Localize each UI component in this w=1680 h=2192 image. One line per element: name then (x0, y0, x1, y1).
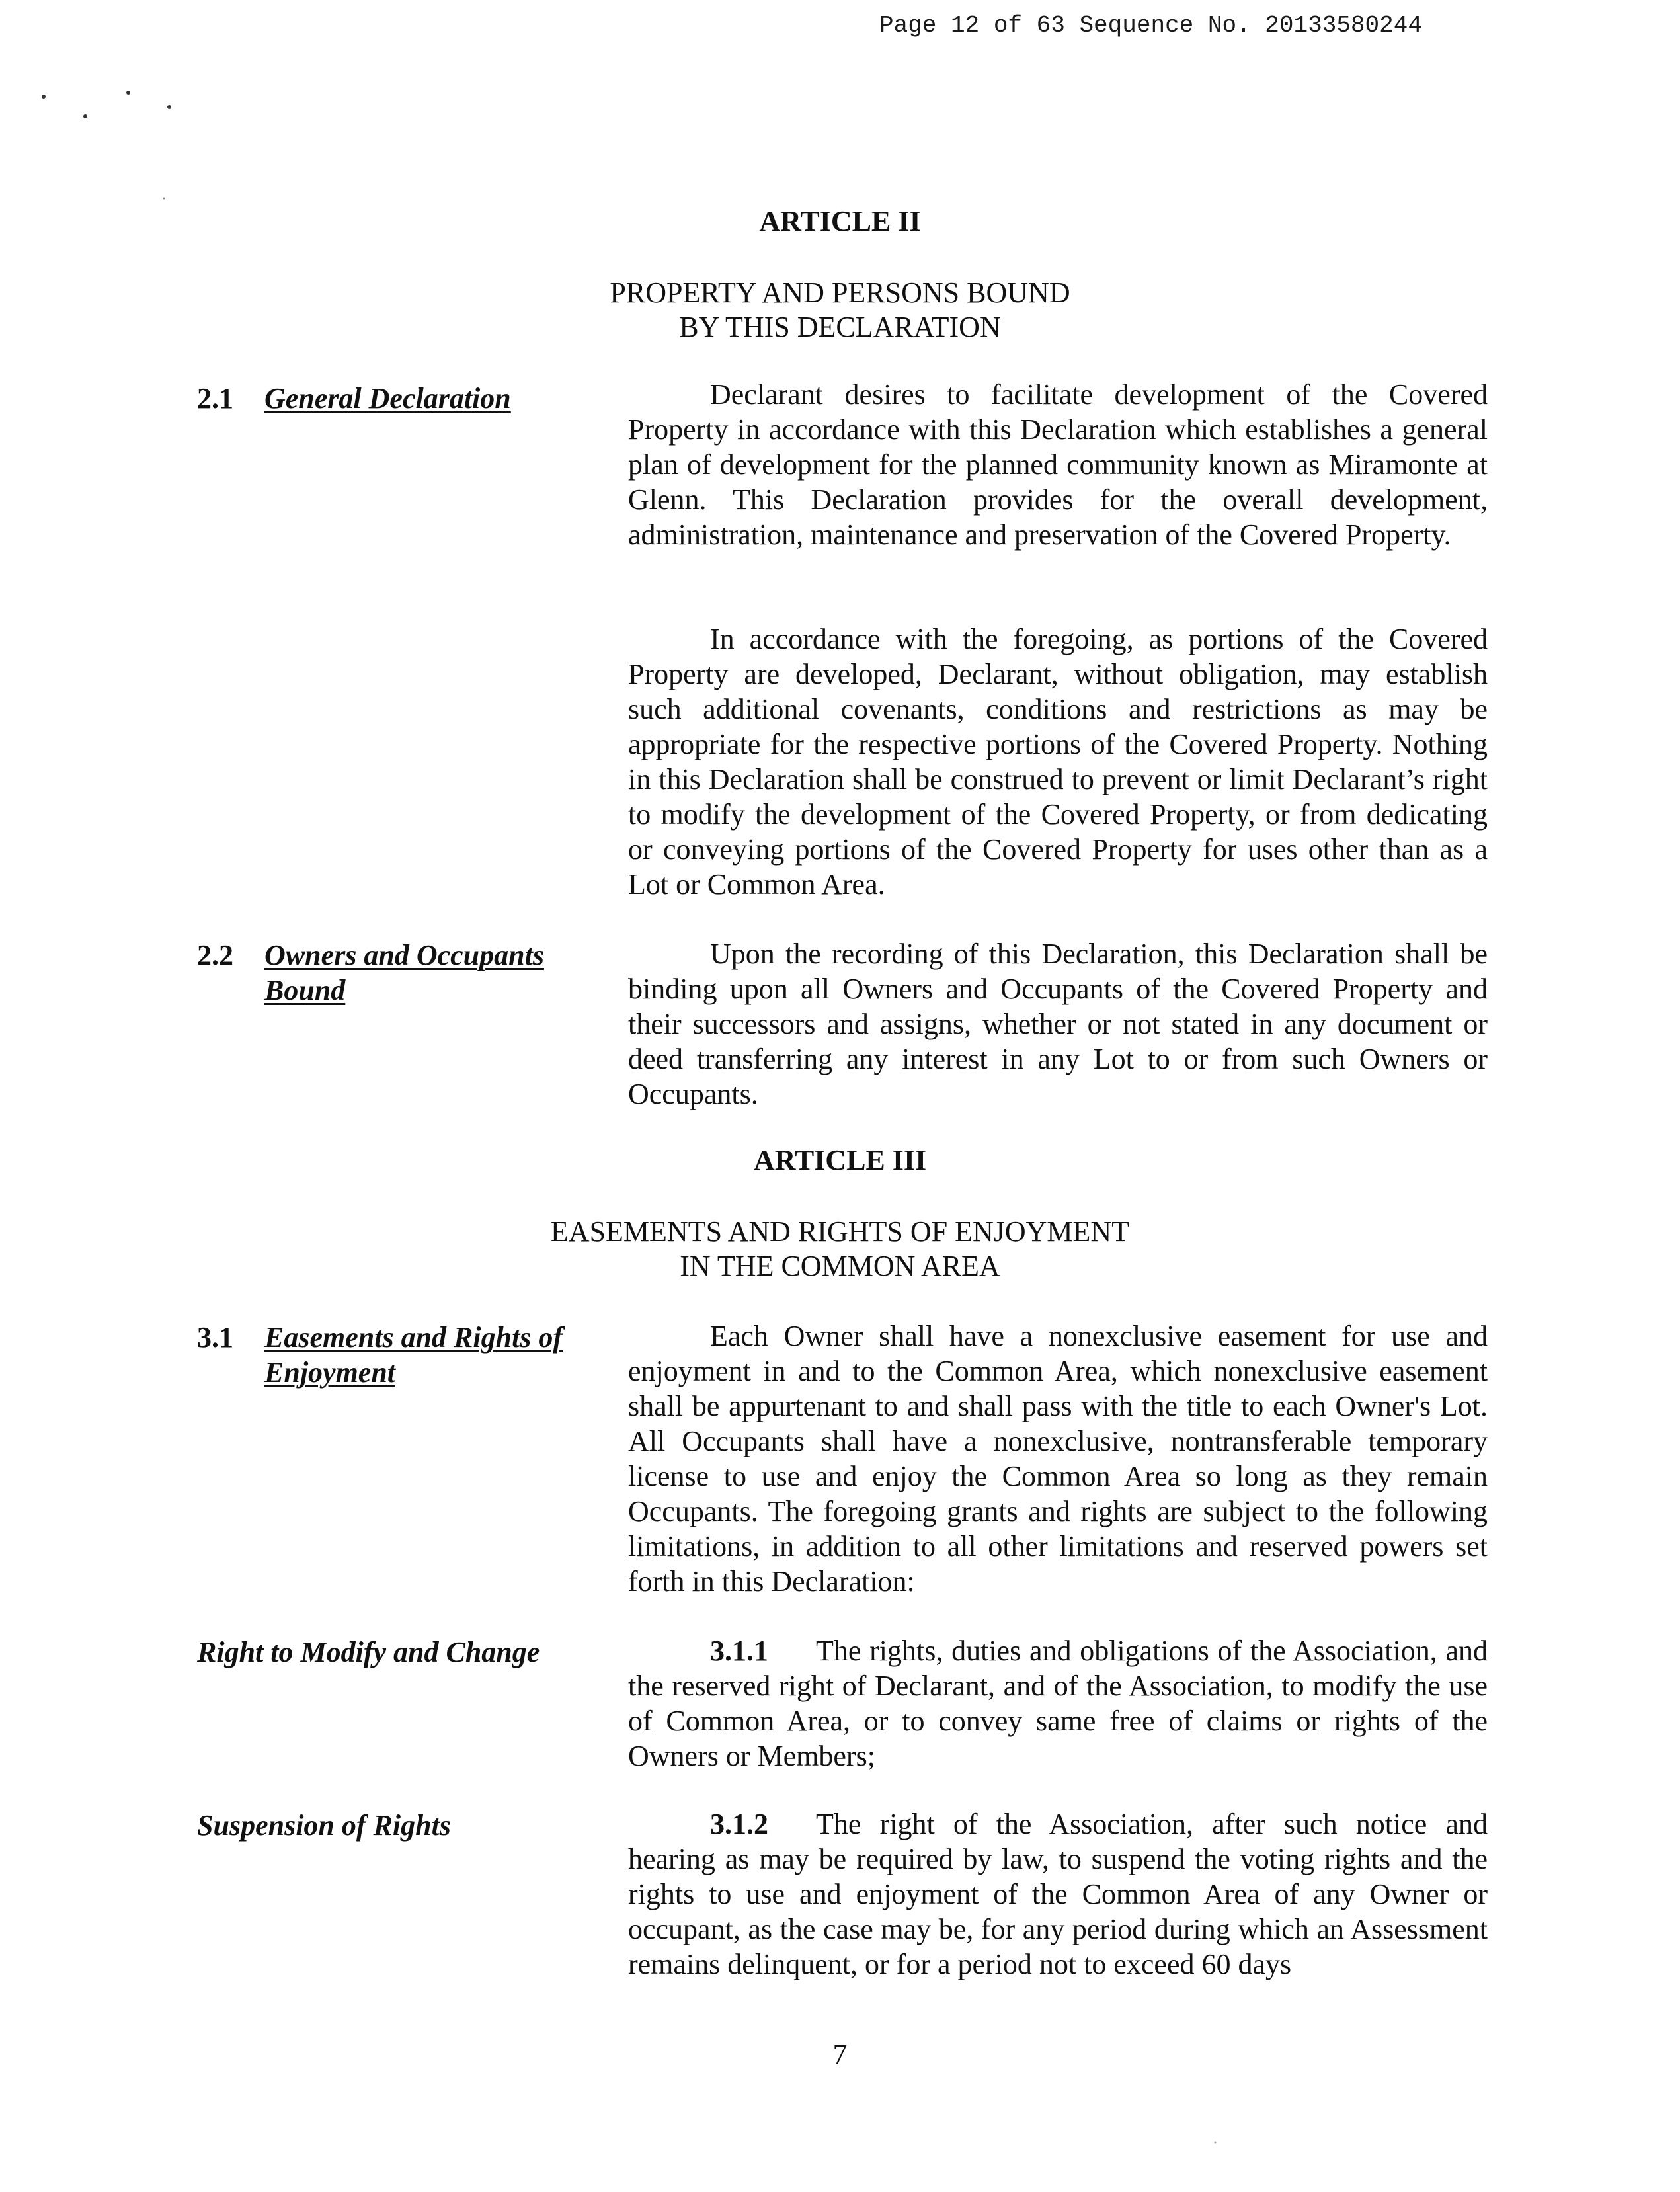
section-2-1-number: 2.1 (197, 382, 233, 415)
section-2-2-number: 2.2 (197, 939, 233, 971)
scan-speck (83, 114, 87, 118)
article-ii-heading: ARTICLE II (759, 205, 921, 237)
scan-speck (126, 91, 130, 95)
section-3-1-title-line1: Easements and Rights of (264, 1321, 563, 1354)
subsection-3-1-1-side-label: Right to Modify and Change (197, 1636, 540, 1668)
subsection-3-1-2-paragraph (628, 1806, 1488, 1982)
article-ii-subtitle-line2: BY THIS DECLARATION (679, 311, 1001, 343)
section-2-1-paragraph-2: In accordance with the foregoing, as portions of the Covered Property are developed, Declarant, without obligation, may establish such additional covenants, conditions and restrictions as may be appropriate for the respective portions of the Covered Property. Nothing in this Declaration shall be construed to prevent or limit Declarant’s right to modify the development of the Covered Property, or from dedicating or conveying portions of the Covered Property for uses other than as a Lot or Common Area. (628, 623, 1488, 901)
section-3-1-paragraph: Each Owner shall have a nonexclusive easement for use and enjoyment in and to the Common Area, which nonexclusive easement shall be appurtenant to and shall pass with the title to each Owner's Lot. All Occupants shall have a nonexclusive, nontransferable temporary license to use and enjoy the Common Area so long as they remain Occupants. The foregoing grants and rights are subject to the following limitations, in addition to all other limitations and reserved powers set forth in this Declaration: (628, 1320, 1488, 1598)
subsection-3-1-1-number: 3.1.1 (710, 1635, 768, 1667)
section-2-2-title-line2: Bound (264, 974, 346, 1006)
sequence-header: Page 12 of 63 Sequence No. 20133580244 (879, 12, 1422, 39)
subsection-3-1-1-paragraph (628, 1633, 1488, 1773)
section-2-2-title-line1: Owners and Occupants (264, 939, 544, 971)
section-3-1-number: 3.1 (197, 1321, 233, 1354)
article-iii-subtitle-line1: EASEMENTS AND RIGHTS OF ENJOYMENT (550, 1215, 1130, 1248)
subsection-3-1-2-side-label: Suspension of Rights (197, 1809, 451, 1842)
subsection-3-1-1-text: The rights, duties and obligations of the Association, and the reserved right of Declarant, and of the Association, to modify the use of Common Area, or to convey same free of claims or rights of the Owners or Members; (628, 1635, 1488, 1772)
scan-speck (42, 95, 46, 99)
section-2-1-title: General Declaration (264, 382, 511, 415)
article-iii-subtitle-line2: IN THE COMMON AREA (680, 1250, 1000, 1282)
section-2-2-paragraph: Upon the recording of this Declaration, this Declaration shall be binding upon all Owners and Occupants of the Covered Property and their successors and assigns, whether or not stated in any document or deed transferring any interest in any Lot to or from such Owners or Occupants. (628, 938, 1488, 1110)
subsection-3-1-2-number: 3.1.2 (710, 1808, 768, 1840)
article-ii-subtitle-line1: PROPERTY AND PERSONS BOUND (610, 276, 1070, 309)
scan-speck (1215, 2142, 1217, 2144)
subsection-3-1-2-text: The right of the Association, after such notice and hearing as may be required by law, to suspend the voting rights and the rights to use and enjoyment of the Common Area of any Owner or occupant, as the case may be, for any period during which an Assessment remains delinquent, or for a period not to exceed 60 days (628, 1808, 1488, 1980)
scan-speck (163, 198, 165, 200)
page-number: 7 (832, 2038, 848, 2070)
scan-speck (167, 105, 171, 109)
section-3-1-title-line2: Enjoyment (264, 1356, 396, 1389)
section-2-1-paragraph-1: Declarant desires to facilitate development of the Covered Property in accordance with this Declaration which establishes a general plan of development for the planned community known as Miramonte at Glenn. This Declaration provides for the overall development, administration, maintenance and preservation of the Covered Property. (628, 378, 1488, 551)
article-iii-heading: ARTICLE III (753, 1144, 927, 1176)
